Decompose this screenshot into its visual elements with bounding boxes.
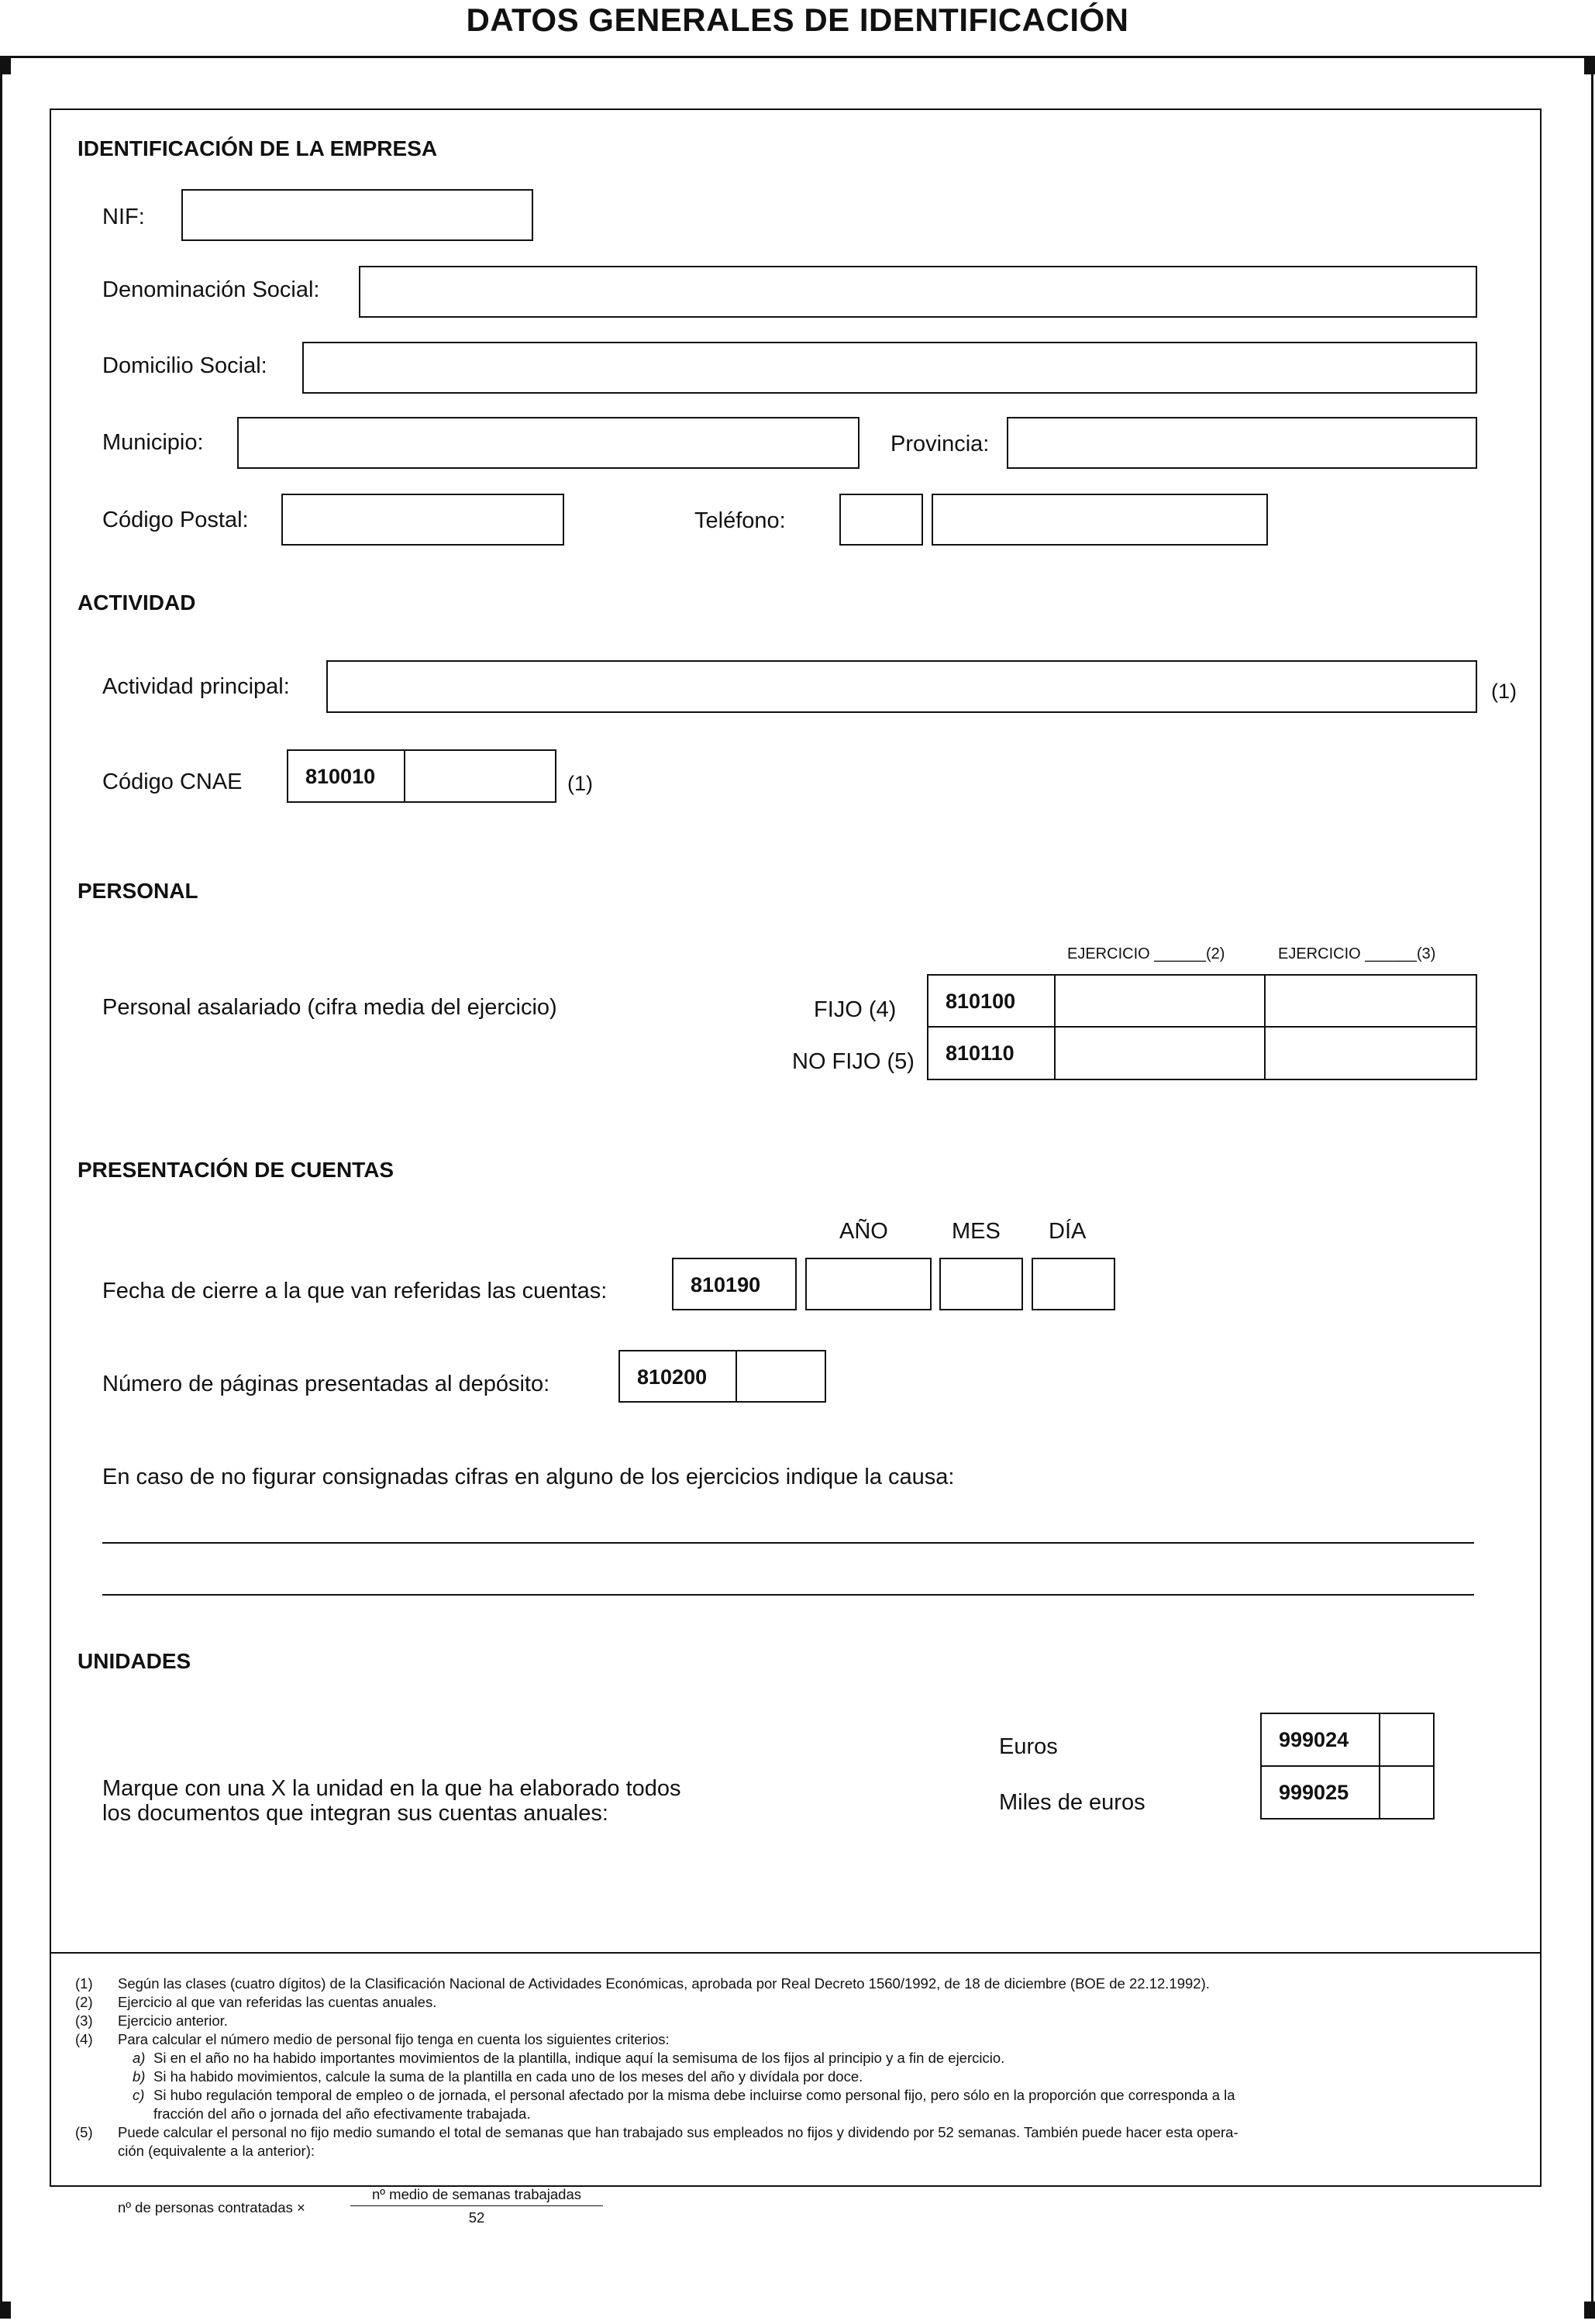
miles-euros-checkbox[interactable]: [1379, 1765, 1435, 1820]
cp-label: Código Postal:: [102, 508, 249, 532]
telefono-number-field[interactable]: [932, 494, 1268, 546]
mes-header: MES: [952, 1219, 1001, 1244]
footnote-text: Según las clases (cuatro dígitos) de la Clasificación Nacional de Actividades Económicas, aprobada por Real Decreto 1560/1992, de 18 de diciembre (BOE de 22.12.1992).: [118, 1975, 1210, 1992]
fijo-label: FIJO (4): [814, 997, 897, 1022]
header-rule: [0, 56, 1595, 58]
miles-euros-code-cell: 999025: [1260, 1765, 1380, 1820]
formula-numerator: nº medio de semanas trabajadas: [371, 2186, 582, 2202]
domicilio-label: Domicilio Social:: [102, 353, 267, 378]
nif-field[interactable]: [181, 189, 533, 241]
registration-mark: [1584, 57, 1595, 74]
unidades-instruccion-1: Marque con una X la unidad en la que ha elaborado todos: [102, 1776, 681, 1801]
euros-label: Euros: [999, 1734, 1058, 1759]
fijo-ejercicio-anterior-field[interactable]: [1264, 974, 1477, 1028]
nif-label: NIF:: [102, 205, 145, 229]
unidades-instruccion-2: los documentos que integran sus cuentas anuales:: [102, 1801, 608, 1826]
ejercicio-anterior-header: EJERCICIO ______(3): [1278, 945, 1436, 962]
footnote-ref: (1): [1491, 680, 1517, 703]
section-personal: PERSONAL: [78, 879, 198, 903]
euros-checkbox[interactable]: [1379, 1713, 1435, 1767]
footnote-text: Ejercicio al que van referidas las cuentas anuales.: [118, 1994, 437, 2010]
telefono-label: Teléfono:: [694, 508, 786, 533]
municipio-field[interactable]: [237, 417, 860, 469]
euros-code-cell: 999024: [1260, 1713, 1380, 1767]
causa-label: En caso de no figurar consignadas cifras en alguno de los ejercicios indique la causa:: [102, 1465, 955, 1489]
registration-mark: [1584, 2302, 1595, 2319]
section-empresa: IDENTIFICACIÓN DE LA EMPRESA: [78, 136, 438, 160]
cnae-label: Código CNAE: [102, 770, 243, 794]
personal-asalariado-label: Personal asalariado (cifra media del ejercicio): [102, 995, 557, 1020]
denominacion-field[interactable]: [359, 266, 1477, 318]
cnae-field[interactable]: [404, 749, 556, 803]
nofijo-code-cell: 810110: [927, 1026, 1056, 1080]
actividad-principal-label: Actividad principal:: [102, 674, 290, 699]
footnote-text: ción (equivalente a la anterior):: [118, 2143, 315, 2159]
fijo-code-cell: 810100: [927, 974, 1056, 1028]
codigo-postal-field[interactable]: [281, 494, 564, 546]
footnote-number: (1): [75, 1975, 93, 1992]
domicilio-field[interactable]: [302, 342, 1477, 394]
section-unidades: UNIDADES: [78, 1649, 191, 1673]
nofijo-label: NO FIJO (5): [792, 1049, 915, 1074]
formula-left: nº de personas contratadas ×: [118, 2199, 305, 2216]
fecha-anio-field[interactable]: [805, 1258, 932, 1310]
registration-mark: [0, 2302, 11, 2319]
actividad-principal-field[interactable]: [326, 660, 1477, 713]
causa-line-2[interactable]: [102, 1594, 1474, 1596]
ejercicio-actual-header: EJERCICIO ______(2): [1067, 945, 1225, 962]
footnote-text: Puede calcular el personal no fijo medio sumando el total de semanas que han trabajado sus empleados no fijos y dividendo por 52 semanas. También puede hacer esta opera-: [118, 2124, 1238, 2140]
cnae-code-cell: 810010: [287, 749, 405, 803]
dia-header: DÍA: [1049, 1219, 1087, 1244]
page-title: DATOS GENERALES DE IDENTIFICACIÓN: [466, 2, 1129, 38]
footnote-letter: b): [133, 2068, 146, 2085]
anio-header: AÑO: [839, 1219, 888, 1244]
fecha-mes-field[interactable]: [939, 1258, 1023, 1310]
formula-fraction-bar: [350, 2205, 603, 2206]
fijo-ejercicio-actual-field[interactable]: [1054, 974, 1266, 1028]
denominacion-label: Denominación Social:: [102, 277, 320, 302]
nofijo-ejercicio-actual-field[interactable]: [1054, 1026, 1266, 1080]
footnote-text: fracción del año o jornada del año efectivamente trabajada.: [153, 2105, 531, 2122]
telefono-prefix-field[interactable]: [839, 494, 923, 546]
outer-border-right: [1591, 56, 1593, 2319]
footnote-number: (4): [75, 2031, 93, 2047]
paginas-label: Número de páginas presentadas al depósito:: [102, 1372, 550, 1396]
footnote-text: Ejercicio anterior.: [118, 2012, 228, 2029]
fecha-cierre-label: Fecha de cierre a la que van referidas las cuentas:: [102, 1279, 608, 1303]
registration-mark: [0, 57, 11, 74]
causa-line-1[interactable]: [102, 1542, 1474, 1544]
footnote-letter: a): [133, 2050, 146, 2066]
nofijo-ejercicio-anterior-field[interactable]: [1264, 1026, 1477, 1080]
paginas-field[interactable]: [735, 1350, 826, 1403]
paginas-code-cell: 810200: [618, 1350, 737, 1403]
footnote-text: Si en el año no ha habido importantes movimientos de la plantilla, indique aquí la semisuma de los fijos al principio y a fin de ejercicio.: [153, 2050, 1005, 2066]
miles-euros-label: Miles de euros: [999, 1790, 1145, 1815]
provincia-label: Provincia:: [891, 432, 990, 456]
outer-border-left: [0, 56, 2, 2319]
municipio-label: Municipio:: [102, 430, 204, 455]
footnote-letter: c): [133, 2087, 145, 2103]
footnote-text: Si ha habido movimientos, calcule la suma de la plantilla en cada uno de los meses del año y divídala por doce.: [153, 2068, 863, 2085]
footnote-number: (2): [75, 1994, 93, 2010]
fecha-dia-field[interactable]: [1032, 1258, 1115, 1310]
section-actividad: ACTIVIDAD: [78, 590, 196, 615]
section-cuentas: PRESENTACIÓN DE CUENTAS: [78, 1158, 394, 1182]
footnote-text: Para calcular el número medio de personal fijo tenga en cuenta los siguientes criterios:: [118, 2031, 670, 2047]
footnote-text: Si hubo regulación temporal de empleo o de jornada, el personal afectado por la misma debe incluirse como personal fijo, pero sólo en la proporción que corresponda a la: [153, 2087, 1235, 2103]
footnotes-divider: [50, 1952, 1542, 1954]
footnote-number: (3): [75, 2012, 93, 2029]
fecha-code-cell: 810190: [672, 1258, 797, 1310]
footnote-ref: (1): [567, 772, 593, 795]
provincia-field[interactable]: [1007, 417, 1477, 469]
footnote-number: (5): [75, 2124, 93, 2140]
formula-denominator: 52: [468, 2209, 485, 2226]
